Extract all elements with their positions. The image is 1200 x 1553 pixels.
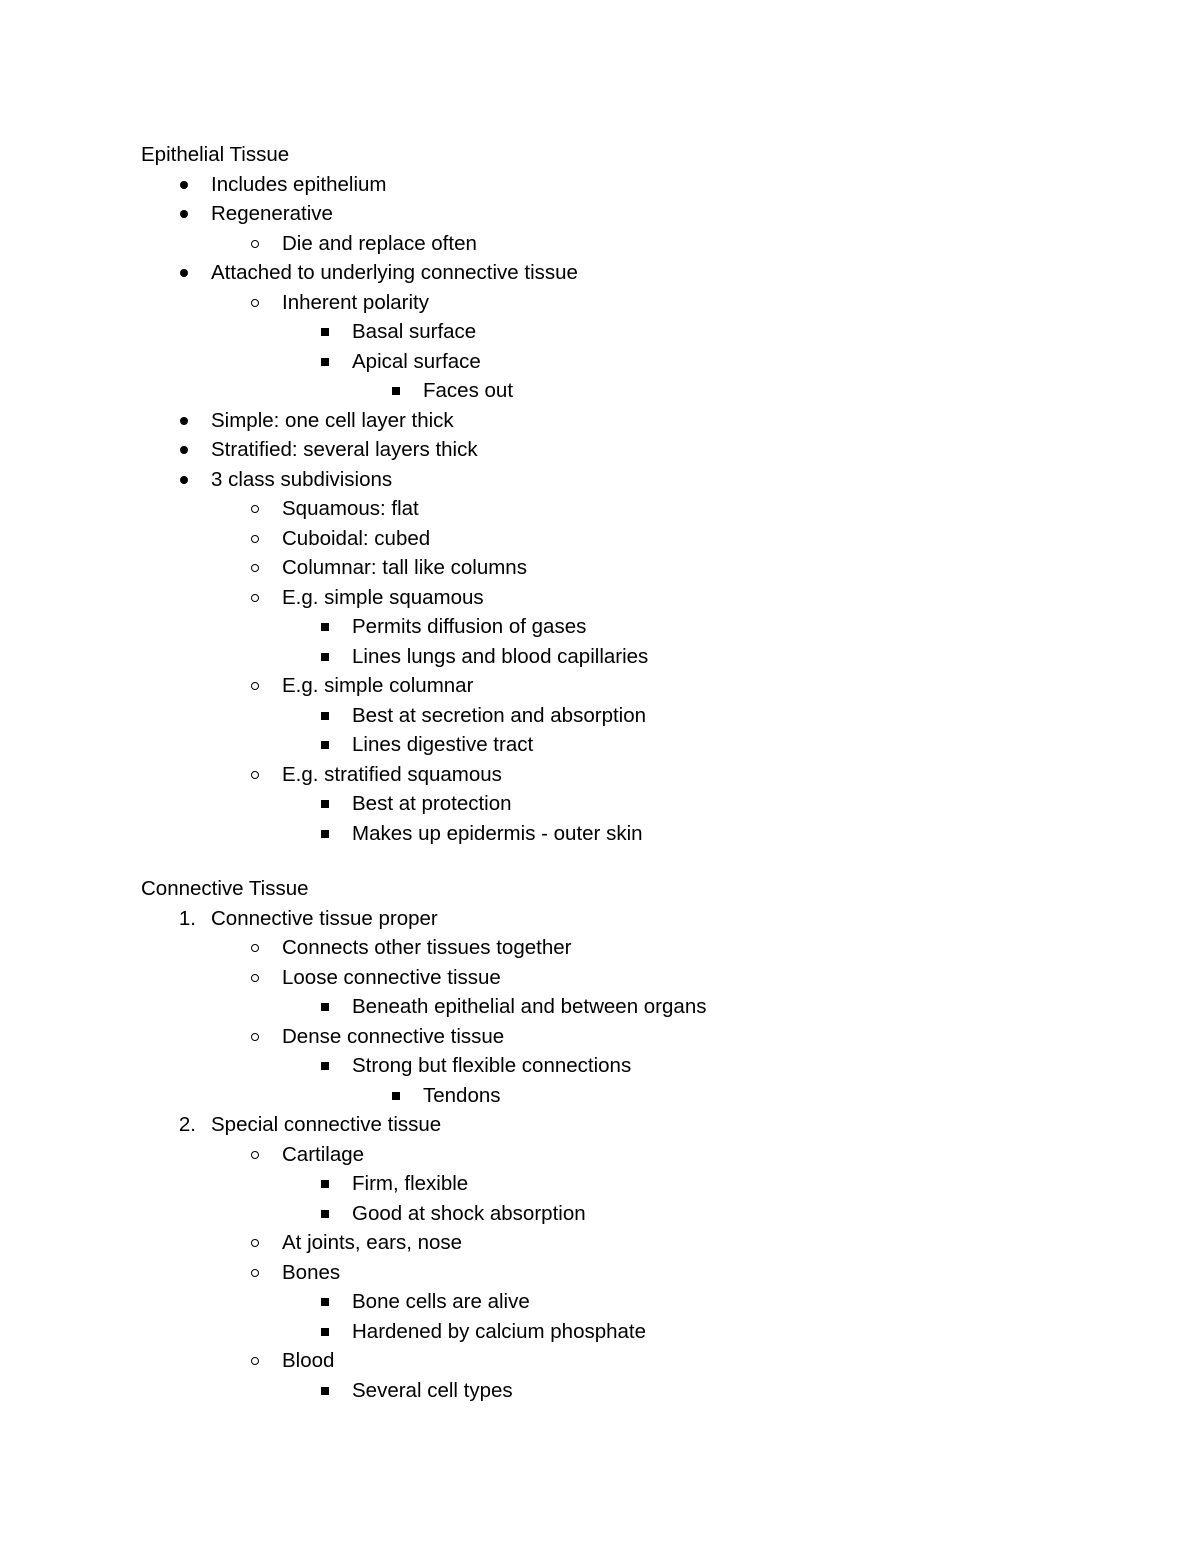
list-item [0,1022,1200,1052]
bullet-circle-icon [245,1022,265,1052]
bullet-shape [180,181,188,189]
bullet-shape [251,1033,259,1041]
number-marker [172,1110,196,1140]
list-item-text: Beneath epithelial and between organs [352,995,707,1018]
bullet-square-icon [315,730,335,760]
bullet-shape [251,1269,259,1277]
bullet-dot-icon [174,435,194,465]
list-item-text: Bone cells are alive [352,1290,530,1313]
list-item-text: Inherent polarity [282,290,430,314]
list-item-text: Basal surface [352,320,477,343]
bullet-shape [321,328,329,336]
bullet-dot-icon [174,170,194,200]
bullet-shape [251,682,259,690]
number-marker [172,904,196,934]
list-item-text: 3 class subdivisions [211,467,393,491]
list-item [0,1376,1200,1406]
bullet-square-icon [386,376,406,406]
bullet-square-icon [315,1376,335,1406]
list-item-text: Bones [282,1260,341,1284]
list-item [0,904,1200,934]
list-item-text: At joints, ears, nose [282,1231,463,1254]
bullet-shape [251,771,259,779]
list-item [0,819,1200,849]
bullet-shape [251,564,259,572]
list-item-text: Lines digestive tract [352,733,534,756]
bullet-circle-icon [245,229,265,259]
list-item-text: Die and replace often [282,231,477,255]
section-heading-epithelial-tissue: Epithelial Tissue [141,143,290,166]
bullet-circle-icon [245,933,265,963]
bullet-shape [321,1210,329,1218]
bullet-circle-icon [245,494,265,524]
bullet-shape [321,623,329,631]
bullet-shape [321,712,329,720]
bullet-shape [251,944,259,952]
list-item-text: Stratified: several layers thick [211,438,478,461]
list-item-text: Loose connective tissue [282,965,501,989]
bullet-shape [251,1357,259,1365]
list-item [0,701,1200,731]
bullet-square-icon [315,612,335,642]
bullet-square-icon [315,1051,335,1081]
bullet-dot-icon [174,258,194,288]
bullet-dot-icon [174,465,194,495]
list-item [0,317,1200,347]
list-item-text: Hardened by calcium phosphate [352,1319,647,1343]
list-item-text: Connects other tissues together [282,936,572,959]
bullet-shape [180,210,188,218]
bullet-square-icon [386,1081,406,1111]
bullet-circle-icon [245,524,265,554]
list-item [0,406,1200,436]
list-item-text: Several cell types [352,1378,513,1402]
bullet-shape [180,269,188,277]
bullet-circle-icon [245,1258,265,1288]
list-number: 1. [178,906,196,930]
list-item [0,376,1200,406]
list-item-text: Connective tissue proper [211,906,438,930]
list-item-text: E.g. stratified squamous [282,762,502,786]
list-item-text: Dense connective tissue [282,1024,505,1048]
list-item [0,199,1200,229]
list-item [0,583,1200,613]
list-item [0,1228,1200,1258]
bullet-shape [251,1239,259,1247]
list-item-text: Strong but flexible connections [352,1054,632,1077]
list-item [0,1110,1200,1140]
bullet-shape [321,800,329,808]
bullet-shape [251,240,259,248]
bullet-square-icon [315,642,335,672]
bullet-shape [180,417,188,425]
list-item [0,671,1200,701]
list-item-text: Squamous: flat [282,497,419,520]
bullet-shape [321,1180,329,1188]
bullet-shape [321,1062,329,1070]
bullet-circle-icon [245,1140,265,1170]
list-item-text: Best at secretion and absorption [352,703,647,727]
bullet-square-icon [315,789,335,819]
bullet-circle-icon [245,1228,265,1258]
bullet-shape [321,1328,329,1336]
list-item-text: E.g. simple columnar [282,674,474,697]
bullet-square-icon [315,701,335,731]
list-item-text: Includes epithelium [211,172,387,196]
list-item-text: Permits diffusion of gases [352,615,587,638]
bullet-square-icon [315,347,335,377]
list-item [0,933,1200,963]
list-item [0,1081,1200,1111]
list-item-text: Lines lungs and blood capillaries [352,644,649,668]
list-item-text: Makes up epidermis - outer skin [352,821,643,845]
list-item [0,1317,1200,1347]
list-item [0,730,1200,760]
bullet-square-icon [315,819,335,849]
bullet-shape [321,1387,329,1395]
list-item-text: Cuboidal: cubed [282,526,431,550]
list-item [0,1051,1200,1081]
bullet-circle-icon [245,963,265,993]
bullet-square-icon [315,992,335,1022]
list-item [0,1346,1200,1376]
list-item-text: Best at protection [352,792,512,815]
bullet-shape [321,741,329,749]
list-item [0,612,1200,642]
list-item-text: E.g. simple squamous [282,585,484,609]
bullet-square-icon [315,1287,335,1317]
bullet-shape [392,1092,400,1100]
list-item-text: Tendons [423,1083,501,1107]
bullet-circle-icon [245,583,265,613]
bullet-circle-icon [245,671,265,701]
bullet-shape [251,974,259,982]
bullet-shape [392,387,400,395]
list-item [0,347,1200,377]
list-item-text: Faces out [423,379,514,402]
list-item [0,1140,1200,1170]
bullet-shape [251,299,259,307]
list-item-text: Apical surface [352,349,481,373]
list-item [0,1258,1200,1288]
list-item-text: Special connective tissue [211,1113,442,1136]
list-item [0,553,1200,583]
list-item-text: Columnar: tall like columns [282,556,527,579]
bullet-shape [180,446,188,454]
bullet-shape [180,476,188,484]
list-number: 2. [178,1113,196,1136]
list-item [0,435,1200,465]
bullet-shape [321,1003,329,1011]
bullet-square-icon [315,1199,335,1229]
list-item [0,229,1200,259]
list-item-text: Firm, flexible [352,1172,469,1195]
bullet-shape [251,535,259,543]
bullet-square-icon [315,317,335,347]
list-item [0,465,1200,495]
list-item-text: Cartilage [282,1142,365,1166]
bullet-square-icon [315,1169,335,1199]
bullet-circle-icon [245,288,265,318]
bullet-dot-icon [174,406,194,436]
list-item [0,1199,1200,1229]
bullet-shape [251,594,259,602]
list-item [0,789,1200,819]
bullet-shape [251,505,259,513]
bullet-shape [251,1151,259,1159]
list-item [0,494,1200,524]
list-item [0,760,1200,790]
bullet-shape [321,830,329,838]
list-item [0,1169,1200,1199]
bullet-square-icon [315,1317,335,1347]
list-item [0,524,1200,554]
bullet-circle-icon [245,760,265,790]
list-item-text: Regenerative [211,202,333,225]
bullet-dot-icon [174,199,194,229]
list-item [0,258,1200,288]
list-item [0,992,1200,1022]
bullet-circle-icon [245,1346,265,1376]
list-item [0,642,1200,672]
list-item-text: Attached to underlying connective tissue [211,261,578,284]
bullet-shape [321,653,329,661]
bullet-shape [321,1298,329,1306]
bullet-circle-icon [245,553,265,583]
list-item-text: Good at shock absorption [352,1201,586,1225]
list-item-text: Blood [282,1349,335,1372]
list-item [0,170,1200,200]
section-heading-connective-tissue: Connective Tissue [141,877,309,900]
list-item [0,1287,1200,1317]
list-item-text: Simple: one cell layer thick [211,408,454,432]
bullet-shape [321,358,329,366]
list-item [0,963,1200,993]
list-item [0,288,1200,318]
